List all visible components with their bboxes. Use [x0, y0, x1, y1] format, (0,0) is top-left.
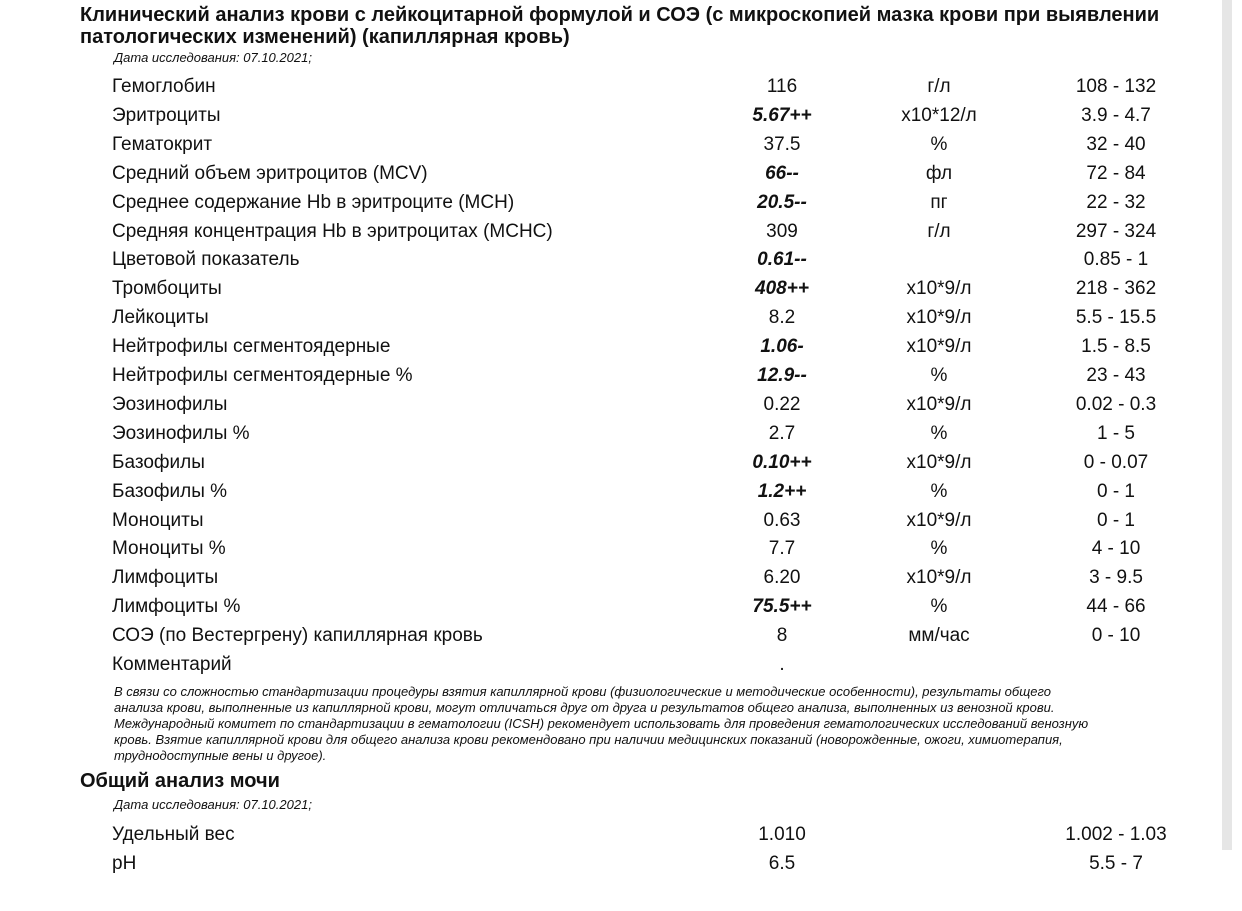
reference-range: 0 - 1: [1096, 509, 1136, 531]
test-unit: г/л: [927, 220, 951, 242]
reference-range: 5.5 - 7: [1089, 852, 1143, 874]
reference-range: 3.9 - 4.7: [1081, 104, 1151, 126]
test-name: Эозинофилы: [112, 393, 228, 415]
note-line: анализа крови, выполненные из капиллярной крови, могут отличаться друг от друга и результатов общего анализа, выполненных из венозной крови.: [114, 700, 1055, 715]
blood-title-line-1: Клинический анализ крови с лейкоцитарной формулой и СОЭ (с микроскопией мазка крови при выявлении: [80, 4, 1160, 26]
test-name: Моноциты: [112, 509, 204, 531]
test-name: Базофилы: [112, 451, 205, 473]
blood-test-title: [80, 4, 1159, 48]
test-value: 0.22: [763, 393, 801, 415]
reference-range: 1.002 - 1.03: [1065, 824, 1167, 845]
test-value: 1.010: [758, 824, 806, 845]
test-value: 75.5++: [752, 596, 812, 618]
test-name: Цветовой показатель: [112, 249, 300, 271]
result-row: [0, 625, 1222, 654]
test-name: Среднее содержание Hb в эритроците (MCH): [112, 191, 515, 213]
reference-range: 5.5 - 15.5: [1075, 307, 1157, 329]
reference-range: 44 - 66: [1086, 596, 1146, 618]
test-name: Лимфоциты %: [112, 596, 241, 618]
reference-range: 0.02 - 0.3: [1075, 393, 1157, 415]
result-row: [0, 538, 1222, 567]
result-row: [0, 567, 1222, 596]
test-unit: г/л: [927, 76, 951, 97]
test-name: Средний объем эритроцитов (MCV): [112, 162, 428, 184]
test-value: 6.5: [768, 852, 796, 874]
test-unit: x10*9/л: [906, 509, 972, 531]
reference-range: 218 - 362: [1075, 278, 1157, 300]
test-unit: мм/час: [908, 625, 970, 647]
test-unit: x10*12/л: [901, 104, 977, 126]
result-row: [0, 307, 1222, 336]
test-name: Тромбоциты: [112, 278, 222, 300]
result-row: [0, 365, 1222, 394]
note-line: кровь. Взятие капиллярной крови для общего анализа крови рекомендовано при наличии медицинских показаний (новорожденные, ожоги, химиотерапия,: [114, 732, 1063, 747]
test-value: 408++: [755, 278, 809, 300]
result-row: [0, 76, 1222, 105]
test-value: 8.2: [768, 307, 796, 329]
reference-range: 4 - 10: [1091, 538, 1141, 560]
test-name: СОЭ (по Вестергрену) капиллярная кровь: [112, 625, 483, 647]
test-value: 37.5: [763, 133, 801, 155]
test-value: 6.20: [763, 567, 801, 589]
reference-range: 32 - 40: [1086, 133, 1146, 155]
test-unit: x10*9/л: [906, 336, 972, 358]
reference-range: 0.85 - 1: [1083, 249, 1149, 271]
reference-range: 0 - 10: [1091, 625, 1141, 647]
urine-test-date: Дата исследования: 07.10.2021;: [114, 797, 312, 812]
test-name: Нейтрофилы сегментоядерные: [112, 336, 391, 358]
result-row: [0, 249, 1222, 278]
test-value: 0.63: [763, 509, 801, 531]
result-row: [0, 510, 1222, 539]
test-unit: пг: [930, 191, 948, 213]
result-row: [0, 853, 1222, 882]
test-value: 5.67++: [752, 104, 812, 126]
test-value: 12.9--: [757, 365, 807, 386]
test-name: Лимфоциты: [112, 567, 219, 589]
reference-range: 23 - 43: [1086, 365, 1146, 386]
test-unit: x10*9/л: [906, 393, 972, 415]
blood-title-line-2: патологических изменений) (капиллярная кровь): [80, 26, 570, 48]
result-row: [0, 824, 1222, 853]
capillary-blood-note: [114, 684, 1222, 764]
test-value: 7.7: [768, 538, 796, 560]
result-row: [0, 452, 1222, 481]
test-name: pH: [112, 852, 137, 874]
test-unit: %: [930, 596, 948, 618]
result-row: [0, 481, 1222, 510]
note-line: труднодоступные вены и другое).: [114, 748, 327, 763]
test-value: 309: [766, 220, 798, 242]
test-name: Средняя концентрация Hb в эритроцитах (MCHC): [112, 220, 553, 242]
test-name: Эозинофилы %: [112, 422, 250, 444]
reference-range: 1.5 - 8.5: [1081, 336, 1151, 358]
test-value: 1.06-: [760, 336, 804, 358]
test-value: 8: [776, 625, 788, 647]
test-value: 0.61--: [757, 249, 807, 271]
test-unit: %: [930, 365, 948, 386]
test-name: Эритроциты: [112, 104, 221, 126]
result-row: [0, 423, 1222, 452]
test-value: 66--: [765, 162, 799, 184]
test-name: Лейкоциты: [112, 307, 209, 329]
result-row: [0, 134, 1222, 163]
test-name: Гематокрит: [112, 133, 213, 155]
result-row: [0, 654, 1222, 683]
test-name: Удельный вес: [112, 824, 235, 845]
reference-range: 297 - 324: [1075, 220, 1157, 242]
result-row: [0, 192, 1222, 221]
test-name: Комментарий: [112, 654, 232, 675]
test-value: 20.5--: [757, 191, 807, 213]
note-line: В связи со сложностью стандартизации процедуры взятия капиллярной крови (физиологические и методические особенности), результаты общего: [114, 684, 1051, 699]
result-row: [0, 278, 1222, 307]
test-name: Базофилы %: [112, 480, 228, 502]
test-unit: %: [930, 422, 948, 444]
blood-test-date: Дата исследования: 07.10.2021;: [114, 50, 312, 65]
test-value: 0.10++: [752, 451, 812, 473]
test-unit: фл: [925, 162, 953, 184]
test-value: 2.7: [768, 422, 796, 444]
test-value: .: [779, 654, 785, 675]
reference-range: 22 - 32: [1086, 191, 1146, 213]
test-unit: x10*9/л: [906, 451, 972, 473]
test-unit: %: [930, 538, 948, 560]
result-row: [0, 221, 1222, 250]
test-unit: x10*9/л: [906, 307, 972, 329]
reference-range: 3 - 9.5: [1089, 567, 1143, 589]
test-value: 116: [766, 76, 798, 97]
result-row: [0, 163, 1222, 192]
urine-test-title: Общий анализ мочи: [80, 770, 280, 792]
note-line: Международный комитет по стандартизации в гематологии (ICSH) рекомендует использовать для проведения гематологических исследований венозную: [114, 716, 1089, 731]
test-unit: x10*9/л: [906, 567, 972, 589]
test-name: Моноциты %: [112, 538, 226, 560]
reference-range: 1 - 5: [1096, 422, 1136, 444]
reference-range: 0 - 1: [1096, 480, 1136, 502]
test-unit: x10*9/л: [906, 278, 972, 300]
test-name: Нейтрофилы сегментоядерные %: [112, 365, 413, 386]
result-row: [0, 394, 1222, 423]
test-value: 1.2++: [757, 480, 807, 502]
reference-range: 108 - 132: [1075, 76, 1157, 97]
test-unit: %: [930, 480, 948, 502]
reference-range: 72 - 84: [1086, 162, 1146, 184]
result-row: [0, 336, 1222, 365]
reference-range: 0 - 0.07: [1083, 451, 1149, 473]
result-row: [0, 105, 1222, 134]
test-name: Гемоглобин: [112, 76, 216, 97]
page-edge-bar: [1222, 0, 1232, 850]
test-unit: %: [930, 133, 948, 155]
result-row: [0, 596, 1222, 625]
